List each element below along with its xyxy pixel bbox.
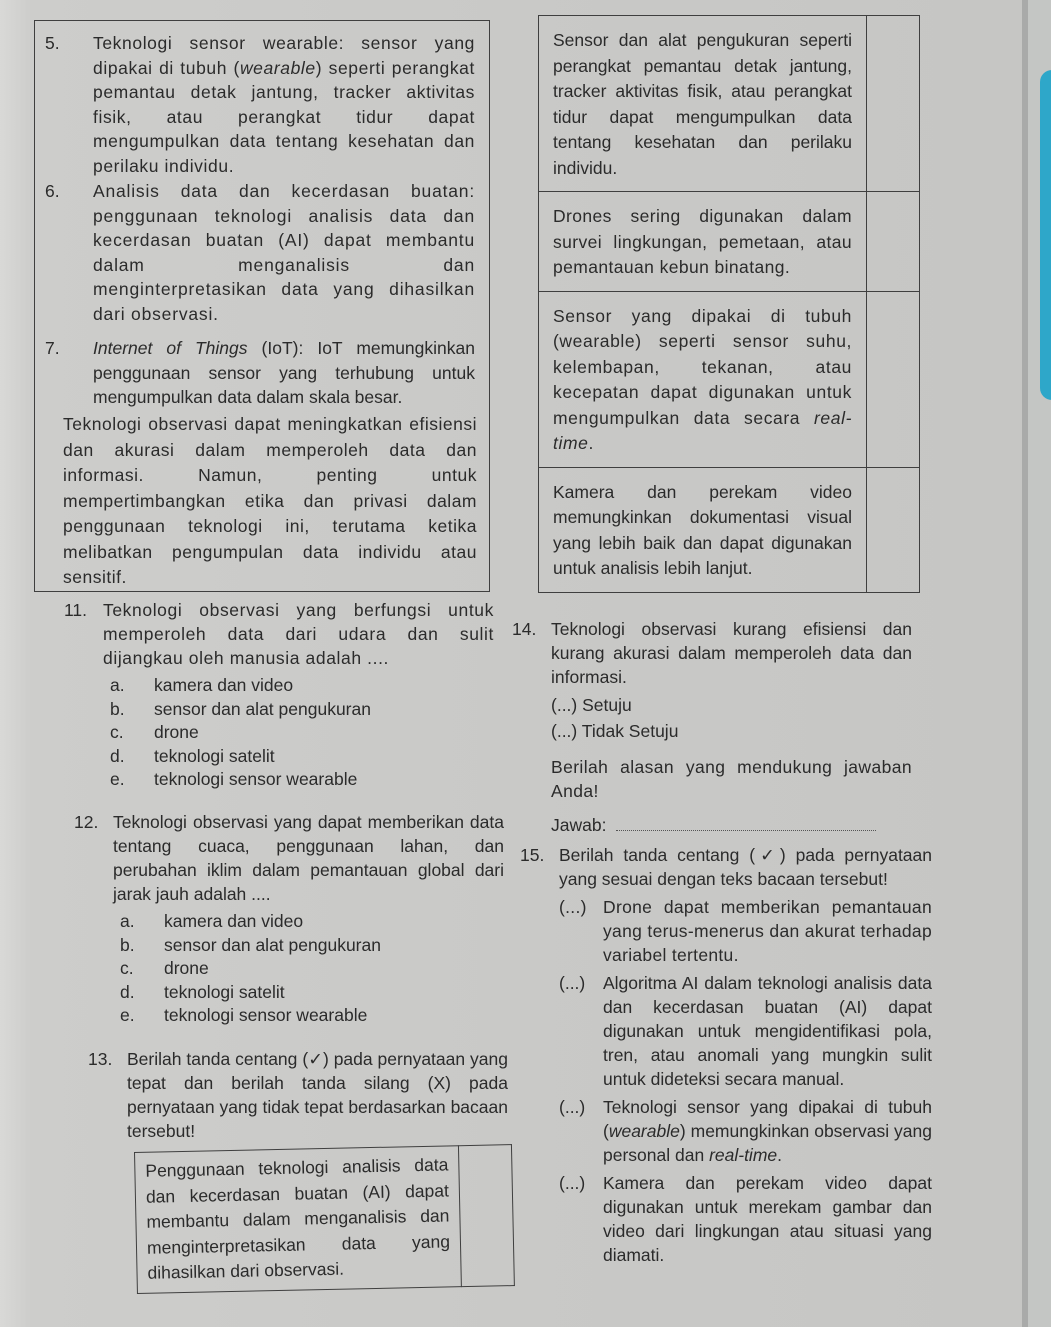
item-title: Teknologi sensor wearable: sensor	[93, 33, 418, 53]
question-text: Teknologi observasi kurang efisiensi dan kurang akurasi dalam memperoleh data dan informasi.	[551, 619, 912, 687]
question-number: 14.	[512, 619, 537, 639]
question-12	[74, 810, 504, 1028]
option-b[interactable]	[110, 698, 494, 722]
italic-term: real-time	[553, 407, 852, 453]
option-e[interactable]	[120, 1004, 504, 1028]
statement-text	[603, 1095, 932, 1167]
option-e[interactable]	[110, 768, 494, 792]
statement-text-part: ) memungkinkan observasi yang personal dan	[603, 1121, 932, 1165]
check-slot[interactable]: (...)	[559, 1173, 586, 1193]
question-15	[520, 843, 932, 1267]
statement-table-top	[538, 15, 920, 593]
answer-field[interactable]	[616, 816, 876, 831]
option-b[interactable]	[120, 934, 504, 958]
option-d[interactable]	[120, 981, 504, 1005]
choice-tidak-setuju[interactable]	[551, 719, 912, 745]
answer-cell[interactable]	[867, 291, 920, 467]
question-text: Berilah tanda centang (✓) pada pernyataan yang tepat dan berilah tanda silang (X) pada pernyataan yang tidak tepat berdasarkan bacaan tersebut!	[127, 1049, 508, 1141]
option-letter: b.	[110, 698, 125, 719]
italic-term: wearable	[608, 1121, 680, 1141]
question-text: Teknologi observasi yang berfungsi untuk memperoleh data dari udara dan sulit dijangkau oleh manusia adalah ....	[103, 600, 494, 668]
option-letter: a.	[120, 911, 135, 931]
options-list	[110, 674, 494, 792]
statement-text: Penggunaan teknologi analisis data dan kecerdasan buatan (AI) dapat membantu dalam menganalisis dan menginterpretasikan data yang dihasilkan dari observasi.	[135, 1146, 462, 1293]
option-text: teknologi sensor wearable	[154, 769, 358, 789]
option-letter: e.	[110, 769, 125, 789]
options-list	[120, 910, 504, 1028]
reading-item-7	[45, 336, 475, 410]
question-number: 11.	[64, 600, 88, 620]
option-text: kamera dan video	[164, 911, 304, 931]
italic-term: wearable	[239, 57, 316, 78]
question-number: 12.	[74, 812, 99, 832]
check-slot[interactable]: (...)	[559, 973, 586, 993]
option-letter: e.	[120, 1005, 135, 1025]
table-row	[539, 467, 920, 592]
question-text: Teknologi observasi yang dapat memberikan data tentang cuaca, penggunaan lahan, dan perubahan iklim dalam pemantauan global dari jarak jauh adalah ....	[113, 812, 504, 904]
table-row	[539, 291, 920, 467]
option-d[interactable]	[110, 745, 494, 769]
answer-label: Jawab:	[551, 815, 607, 835]
table-row	[135, 1145, 515, 1293]
statement-text: Kamera dan perekam video memungkinkan dokumentasi visual yang lebih baik dan dapat digunakan untuk analisis lebih lanjut.	[539, 467, 867, 592]
question-13	[88, 1047, 508, 1143]
option-text: teknologi satelit	[164, 981, 285, 1002]
blue-object-edge	[1040, 70, 1051, 400]
check-slot[interactable]: (...)	[559, 1097, 586, 1117]
answer-cell[interactable]	[867, 16, 920, 192]
statement-table-q13	[134, 1144, 515, 1293]
option-text: teknologi satelit	[154, 745, 275, 766]
answer-cell[interactable]	[867, 192, 920, 292]
option-c[interactable]	[120, 957, 504, 981]
italic-term: real-time	[709, 1145, 778, 1165]
item-number: 5.	[45, 33, 60, 53]
statement-text-part: .	[777, 1145, 783, 1165]
option-letter: b.	[120, 934, 135, 955]
statement-item	[559, 895, 932, 967]
option-letter: a.	[110, 675, 125, 695]
statement-text	[539, 291, 867, 467]
statement-item	[559, 971, 932, 1091]
italic-term: Internet of Things	[93, 338, 248, 358]
item-text: Analisis data dan kecerdasan buatan: penggunaan teknologi analisis data dan kecerdasan buatan (AI) dapat membantu dalam menganalisis dan menginterpretasikan data yang dihasilkan dari observasi.	[93, 181, 475, 324]
question-number: 13.	[88, 1049, 113, 1069]
statement-text: Sensor dan alat pengukuran seperti perangkat pemantau detak jantung, tracker aktivitas fisik, atau perangkat tidur dapat mengumpulkan data tentang kesehatan dan perilaku individu.	[539, 16, 867, 192]
check-slot[interactable]: (...)	[551, 721, 578, 741]
statement-text: Drone dapat memberikan pemantauan yang terus-menerus dan akurat terhadap variabel tertentu.	[603, 897, 932, 965]
statement-text-part: .	[588, 433, 594, 453]
closing-paragraph: Teknologi observasi dapat meningkatkan efisiensi dan akurasi dalam memperoleh data dan informasi. Namun, penting untuk mempertimbangkan etika dan privasi dalam penggunaan teknologi ini, terutama ketika melibatkan pengumpulan data individu atau sensitif.	[63, 414, 477, 587]
statement-text-part: Teknologi sensor yang dipakai di tubuh (	[603, 1097, 932, 1141]
choice-setuju[interactable]	[551, 693, 912, 719]
question-14	[512, 617, 912, 837]
choice-label: Setuju	[582, 695, 632, 715]
reading-item-6	[45, 179, 475, 326]
option-text: sensor dan alat pengukuran	[154, 698, 371, 719]
check-slot[interactable]: (...)	[559, 897, 587, 917]
option-text: drone	[154, 722, 199, 742]
option-letter: d.	[110, 745, 125, 766]
option-text: teknologi sensor wearable	[164, 1005, 368, 1025]
statement-list	[559, 895, 932, 1267]
item-text: (IoT): IoT memungkinkan penggunaan sensor yang terhubung untuk mengumpulkan data dalam skala besar.	[93, 338, 475, 407]
reading-box	[34, 20, 490, 592]
table-row	[539, 16, 920, 192]
option-letter: c.	[120, 958, 134, 978]
option-a[interactable]	[110, 674, 494, 698]
answer-cell[interactable]	[867, 467, 920, 592]
option-text: kamera dan video	[154, 675, 294, 695]
reading-item-5	[45, 31, 475, 178]
statement-text: Drones sering digunakan dalam survei lingkungan, pemetaan, atau pemantauan kebun binatang.	[539, 192, 867, 292]
question-text: Berilah tanda centang (✓) pada pernyataan yang sesuai dengan teks bacaan tersebut!	[559, 845, 932, 889]
choice-label: Tidak Setuju	[581, 721, 679, 741]
statement-text: Kamera dan perekam video dapat digunakan untuk merekam gambar dan video dari lingkungan atau situasi yang diamati.	[603, 1173, 932, 1265]
check-slot[interactable]: (...)	[551, 695, 578, 715]
statement-item	[559, 1171, 932, 1267]
item-text: yang dipakai di tubuh (	[93, 33, 475, 78]
agree-choices	[551, 693, 912, 837]
option-letter: d.	[120, 981, 135, 1002]
question-11	[64, 598, 494, 792]
question-number: 15.	[520, 845, 545, 865]
reason-prompt: Berilah alasan yang mendukung jawaban Anda!	[551, 757, 912, 801]
statement-text-part: Sensor yang dipakai di tubuh (wearable) seperti sensor suhu, kelembapan, tekanan, atau kecepatan dapat digunakan untuk mengumpulkan data secara	[553, 305, 852, 428]
table-row	[539, 192, 920, 292]
option-text: drone	[164, 958, 209, 978]
item-number: 7.	[45, 338, 60, 358]
item-number: 6.	[45, 181, 60, 201]
statement-item	[559, 1095, 932, 1167]
option-a[interactable]	[120, 910, 504, 934]
statement-text: Algoritma AI dalam teknologi analisis data dan kecerdasan buatan (AI) dapat digunakan untuk mengidentifikasi pola, tren, atau anomali yang mungkin sulit untuk dideteksi secara manual.	[603, 973, 932, 1089]
item-text: ) seperti perangkat pemantau detak jantung, tracker aktivitas fisik, atau perangkat tidur dapat mengumpulkan data tentang kesehatan dan perilaku individu.	[93, 57, 475, 176]
answer-cell[interactable]	[458, 1145, 514, 1287]
answer-line	[551, 813, 912, 837]
option-letter: c.	[110, 722, 124, 742]
option-text: sensor dan alat pengukuran	[164, 934, 381, 955]
option-c[interactable]	[110, 721, 494, 745]
